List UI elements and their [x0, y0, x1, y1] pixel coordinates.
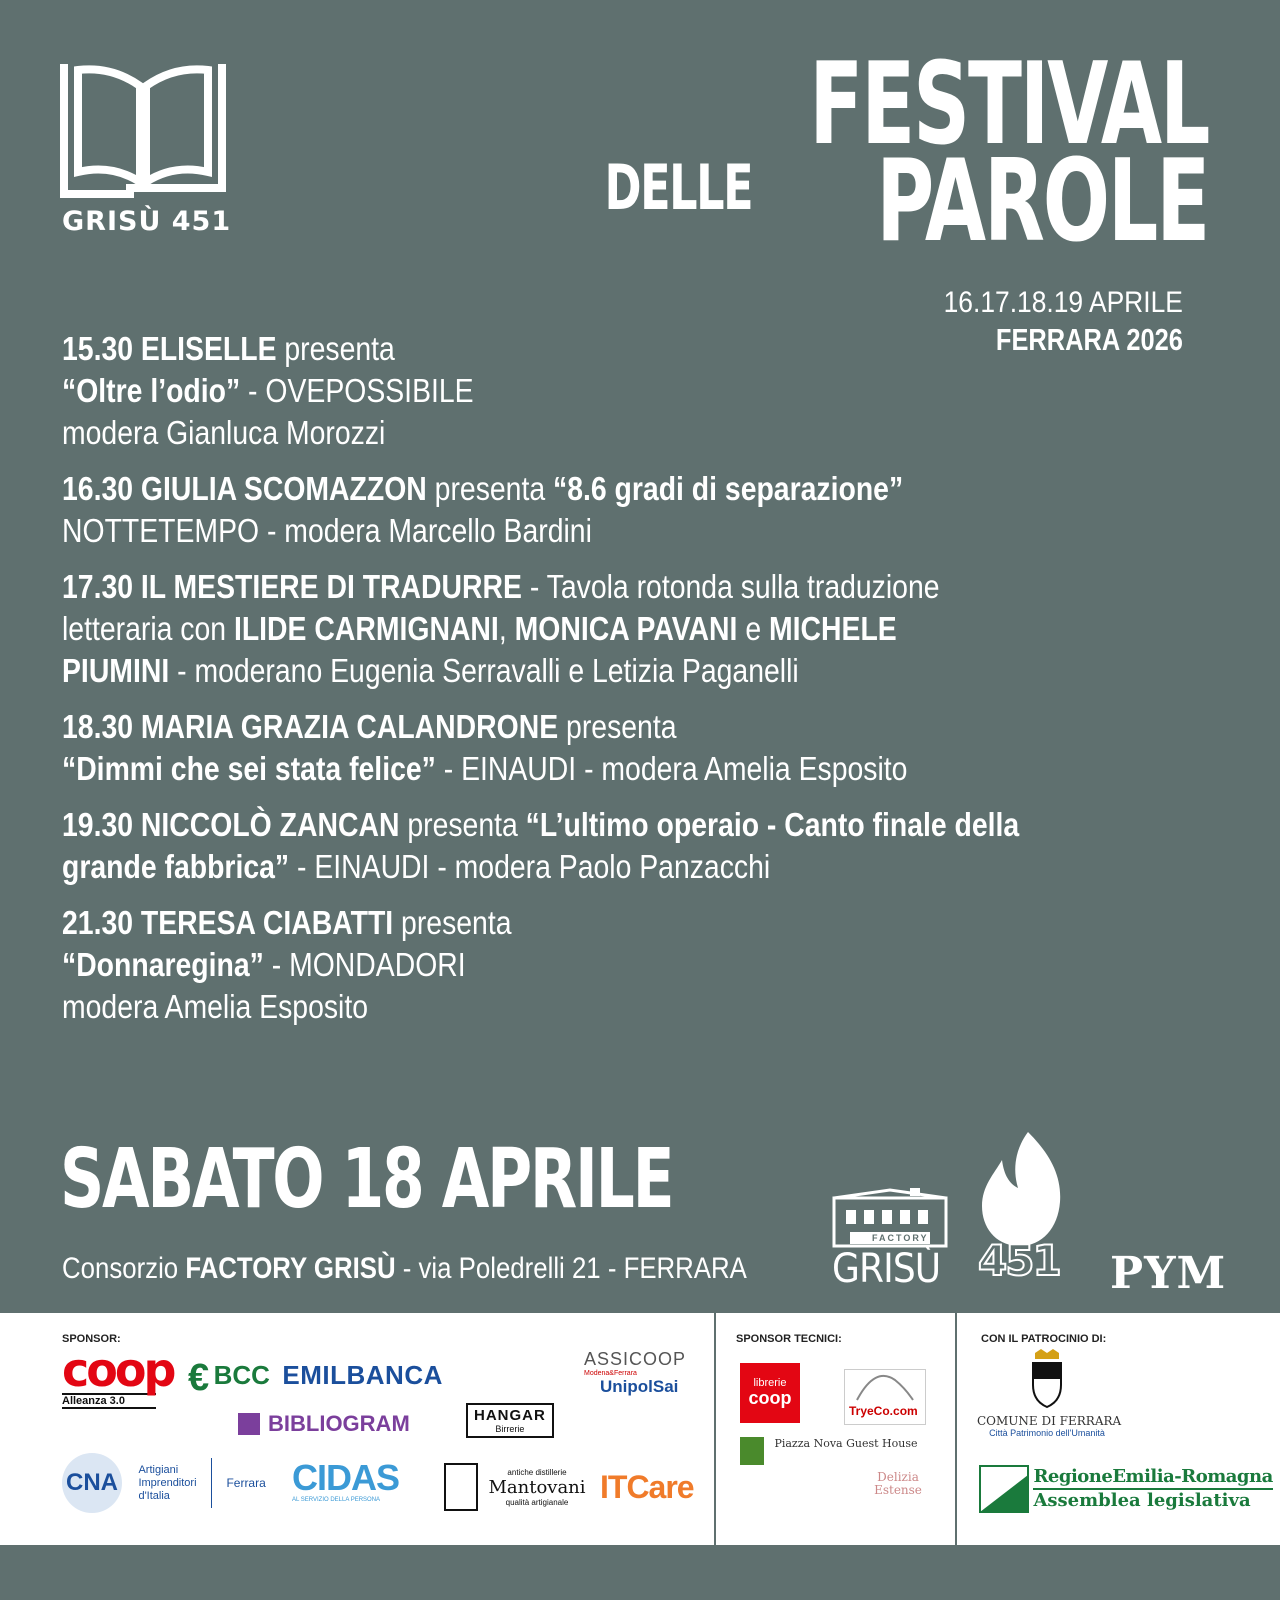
factory-small-text: FACTORY	[872, 1233, 929, 1243]
regione-emilia-romagna-logo: RegioneEmilia-Romagna Assemblea legislativa	[979, 1465, 1273, 1513]
program-list	[62, 328, 1222, 1042]
program-text: - MONDADORI	[263, 946, 466, 983]
program-highlight-text: 21.30 TERESA CIABATTI	[62, 904, 394, 941]
bcc-emilbanca-logo: € BCC EMILBANCA	[188, 1357, 443, 1399]
sponsor-panel	[0, 1313, 1280, 1545]
program-line	[62, 608, 1214, 650]
program-event	[62, 468, 1214, 552]
assicoop-unipolsai-logo: ASSICOOP Modena&Ferrara UnipolSai	[584, 1349, 687, 1396]
program-highlight-text: “Oltre l’odio”	[62, 372, 241, 409]
program-highlight-text: ILIDE CARMIGNANI	[233, 610, 499, 647]
tryeco-logo: TryeCo.com	[844, 1369, 926, 1425]
tryeco-wave-icon	[855, 1372, 915, 1402]
venue-address: - via Poledrelli 21 - FERRARA	[395, 1252, 747, 1285]
program-line	[62, 328, 1214, 370]
pym-logo: PYM	[1110, 1248, 1227, 1299]
grisu-451-logo	[60, 60, 232, 237]
program-highlight-text: 18.30 MARIA GRAZIA CALANDRONE	[62, 708, 559, 745]
bibliogram-logo: BIBLIOGRAM	[238, 1411, 410, 1437]
program-text: letteraria con	[62, 610, 234, 647]
sponsor-column	[0, 1313, 714, 1545]
program-highlight-text: 19.30 NICCOLÒ ZANCAN	[62, 806, 400, 843]
program-text: modera Gianluca Morozzi	[62, 414, 386, 451]
program-highlight-text: “Donnaregina”	[62, 946, 264, 983]
program-highlight-text: 17.30 IL MESTIERE DI TRADURRE	[62, 568, 522, 605]
factory-grisu-logo	[830, 1188, 950, 1292]
program-line	[62, 902, 1214, 944]
grisu-451-flame-logo	[978, 1130, 1068, 1285]
regione-flag-icon	[979, 1465, 1029, 1513]
program-text: - OVEPOSSIBILE	[240, 372, 474, 409]
program-line	[62, 748, 1214, 790]
piazza-nova-crest-icon	[740, 1437, 764, 1465]
program-highlight-text: MONICA PAVANI	[514, 610, 738, 647]
mantovani-logo: antiche distillerie Mantovani qualità artigianale	[444, 1463, 586, 1511]
coop-logo: coop Alleanza 3.0	[62, 1343, 174, 1407]
program-text: presenta	[276, 330, 395, 367]
librerie-coop-logo: librerie coop	[740, 1363, 800, 1423]
flame-icon	[978, 1130, 1064, 1250]
program-event	[62, 902, 1214, 1028]
title-festival: FESTIVAL	[808, 38, 1208, 170]
program-highlight-text: PIUMINI	[62, 652, 170, 689]
title-parole: PAROLE	[876, 135, 1208, 268]
program-line	[62, 468, 1214, 510]
technical-sponsor-column	[716, 1313, 955, 1545]
dates-text: 16.17.18.19 APRILE	[943, 286, 1183, 319]
venue-line	[62, 1252, 747, 1286]
program-text: - EINAUDI - modera Paolo Panzacchi	[289, 848, 771, 885]
program-event	[62, 804, 1214, 888]
program-text: presenta	[399, 806, 526, 843]
program-text: presenta	[558, 708, 677, 745]
bcc-icon: €	[188, 1357, 210, 1399]
hangar-logo: HANGAR Birrerie	[466, 1403, 554, 1438]
delizia-estense-logo: Delizia Estense	[874, 1470, 922, 1497]
program-highlight-text: “8.6 gradi di separazione”	[553, 470, 904, 507]
bibliogram-icon	[238, 1413, 260, 1435]
program-text: NOTTETEMPO - modera Marcello Bardini	[62, 512, 592, 549]
patronage-label: CON IL PATROCINIO DI:	[981, 1333, 1107, 1345]
program-text: ,	[498, 610, 515, 647]
program-event	[62, 566, 1214, 692]
program-highlight-text: grande fabbrica”	[62, 848, 290, 885]
distillery-icon	[444, 1463, 478, 1511]
comune-ferrara-logo: COMUNE DI FERRARA Città Patrimonio dell'Umanità	[977, 1349, 1117, 1438]
program-line	[62, 944, 1214, 986]
program-line	[62, 566, 1214, 608]
program-line	[62, 370, 1214, 412]
program-highlight-text: 15.30 ELISELLE	[62, 330, 277, 367]
open-book-icon	[60, 60, 226, 200]
factory-grisu-text: GRISÙ	[832, 1246, 941, 1292]
program-event	[62, 706, 1214, 790]
program-line	[62, 986, 1214, 1028]
program-text: - Tavola rotonda sulla traduzione	[521, 568, 940, 605]
festival-title	[547, 38, 1208, 268]
program-line	[62, 846, 1214, 888]
patronage-column	[957, 1313, 1280, 1545]
program-line	[62, 510, 1214, 552]
program-line	[62, 804, 1214, 846]
grisu-logo-text: GRISÙ 451	[62, 206, 232, 237]
cidas-logo: CIDAS AL SERVIZIO DELLA PERSONA	[292, 1457, 400, 1503]
program-line	[62, 706, 1214, 748]
itcare-logo: ITCare	[600, 1469, 694, 1505]
city-year-text: FERRARA 2026	[996, 322, 1183, 357]
program-text: - EINAUDI - modera Amelia Esposito	[435, 750, 908, 787]
program-text: - moderano Eugenia Serravalli e Letizia Paganelli	[169, 652, 799, 689]
program-highlight-text: MICHELE	[769, 610, 897, 647]
program-text: e	[737, 610, 770, 647]
cna-logo: CNA Artigiani Imprenditori d'Italia Ferrara	[62, 1453, 266, 1513]
title-delle: DELLE	[604, 151, 752, 225]
program-highlight-text: 16.30 GIULIA SCOMAZZON	[62, 470, 427, 507]
program-text: modera Amelia Esposito	[62, 988, 369, 1025]
program-text: presenta	[393, 904, 512, 941]
program-highlight-text: “L’ultimo operaio - Canto finale della	[525, 806, 1020, 843]
day-title: SABATO 18 APRILE	[60, 1132, 673, 1227]
program-text: presenta	[426, 470, 554, 507]
program-line	[62, 650, 1214, 692]
ferrara-crest-icon	[1029, 1349, 1065, 1409]
flame-451-text: 451	[978, 1236, 1060, 1285]
venue-prefix: Consorzio	[62, 1252, 186, 1285]
program-event	[62, 328, 1214, 454]
program-highlight-text: “Dimmi che sei stata felice”	[62, 750, 436, 787]
technical-sponsor-label: SPONSOR TECNICI:	[736, 1333, 842, 1345]
partner-logos	[830, 1150, 1230, 1299]
sponsor-label: SPONSOR:	[62, 1333, 121, 1345]
program-line	[62, 412, 1214, 454]
piazza-nova-logo: Piazza Nova Guest House	[740, 1437, 918, 1465]
venue-name: FACTORY GRISÙ	[185, 1252, 396, 1285]
